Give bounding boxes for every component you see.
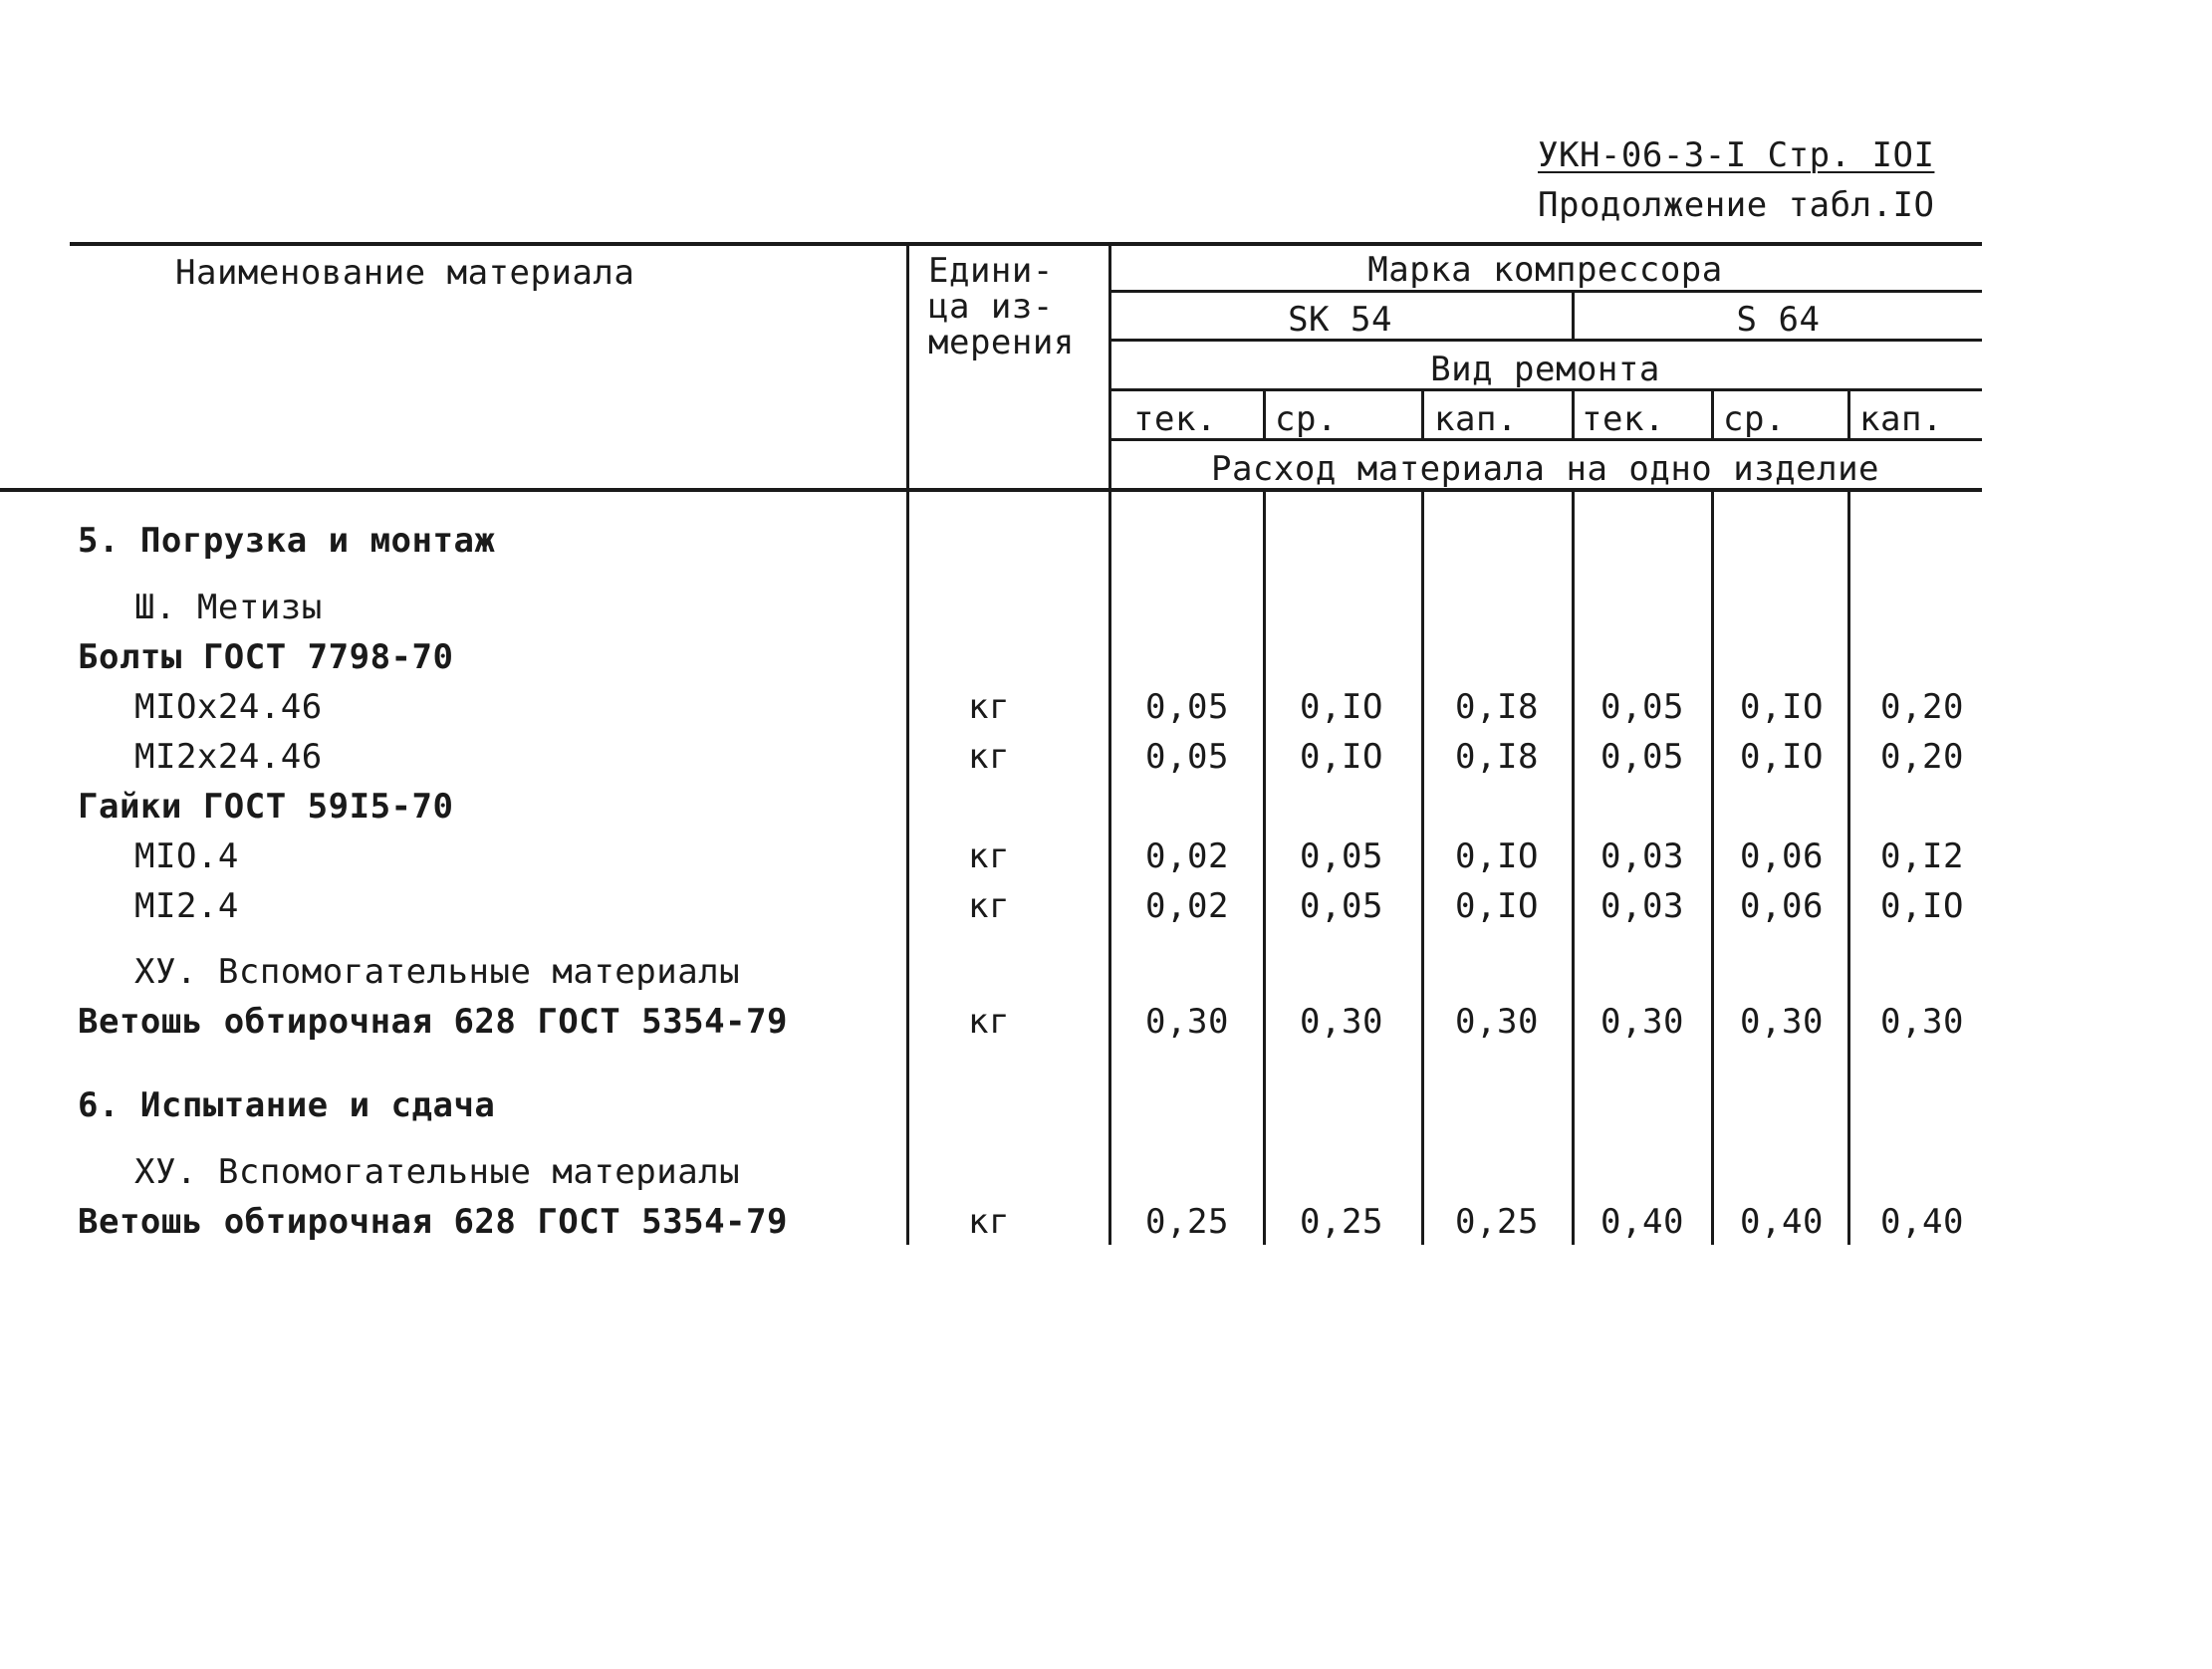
repair-type-sr-2: ср. bbox=[1723, 399, 1786, 439]
repair-type-rule bbox=[1108, 438, 1982, 441]
cell-value: 0,05 bbox=[1145, 687, 1229, 727]
col-divider-2-head bbox=[1421, 388, 1424, 438]
repair-type-kap-1: кап. bbox=[1434, 399, 1518, 439]
repair-type-sr-1: ср. bbox=[1275, 399, 1338, 439]
row-unit: кг bbox=[968, 1002, 1010, 1042]
document-reference: УКН-06-3-I Стр. IOI bbox=[1538, 135, 1935, 175]
group-hardware: Ш. Метизы bbox=[134, 588, 323, 627]
row-unit: кг bbox=[968, 836, 1010, 876]
cell-value: 0,25 bbox=[1145, 1202, 1229, 1242]
row-label: МIO.4 bbox=[134, 836, 239, 876]
cell-value: 0,05 bbox=[1300, 886, 1383, 926]
cell-value: 0,IO bbox=[1300, 687, 1383, 727]
group-auxiliary-materials: ХУ. Вспомогательные материалы bbox=[134, 952, 741, 992]
repair-type-kap-2: кап. bbox=[1859, 399, 1943, 439]
col-divider-5-head bbox=[1847, 388, 1850, 438]
cell-value: 0,40 bbox=[1600, 1202, 1684, 1242]
column-header-unit-line-1: Едини- bbox=[928, 251, 1054, 291]
cell-value: 0,40 bbox=[1880, 1202, 1964, 1242]
cell-value: 0,05 bbox=[1600, 687, 1684, 727]
cell-value: 0,05 bbox=[1300, 836, 1383, 876]
consumption-header: Расход материала на одно изделие bbox=[1210, 449, 1880, 489]
cell-value: 0,IO bbox=[1300, 737, 1383, 777]
cell-value: 0,I8 bbox=[1455, 737, 1539, 777]
row-unit: кг bbox=[968, 1202, 1010, 1242]
repair-type-tek-1: тек. bbox=[1133, 399, 1217, 439]
cell-value: 0,20 bbox=[1880, 687, 1964, 727]
table-top-rule bbox=[70, 242, 1982, 246]
cell-value: 0,30 bbox=[1300, 1002, 1383, 1042]
column-header-unit-line-3: мерения bbox=[928, 323, 1075, 362]
row-unit: кг bbox=[968, 886, 1010, 926]
section-loading-mounting: 5. Погрузка и монтаж bbox=[78, 521, 496, 561]
section-testing-delivery: 6. Испытание и сдача bbox=[78, 1085, 496, 1125]
column-header-name: Наименование материала bbox=[175, 253, 635, 293]
repair-type-tek-2: тек. bbox=[1582, 399, 1665, 439]
cell-value: 0,20 bbox=[1880, 737, 1964, 777]
unit-values-divider bbox=[1108, 242, 1111, 1245]
cell-value: 0,IO bbox=[1740, 687, 1824, 727]
cell-value: 0,25 bbox=[1455, 1202, 1539, 1242]
cell-value: 0,I2 bbox=[1880, 836, 1964, 876]
row-label: Ветошь обтирочная 628 ГОСТ 5354-79 bbox=[78, 1202, 788, 1242]
cell-value: 0,30 bbox=[1455, 1002, 1539, 1042]
cell-value: 0,30 bbox=[1740, 1002, 1824, 1042]
cell-value: 0,IO bbox=[1740, 737, 1824, 777]
col-divider-1 bbox=[1263, 488, 1266, 1245]
cell-value: 0,30 bbox=[1600, 1002, 1684, 1042]
brand-s64: S 64 bbox=[1736, 300, 1821, 340]
cell-value: 0,03 bbox=[1600, 886, 1684, 926]
subgroup-nuts: Гайки ГОСТ 59I5-70 bbox=[78, 787, 454, 827]
cell-value: 0,IO bbox=[1455, 886, 1539, 926]
cell-value: 0,IO bbox=[1880, 886, 1964, 926]
cell-value: 0,05 bbox=[1600, 737, 1684, 777]
subgroup-bolts: Болты ГОСТ 7798-70 bbox=[78, 637, 454, 677]
cell-value: 0,06 bbox=[1740, 886, 1824, 926]
col-divider-4-head bbox=[1711, 388, 1714, 438]
row-unit: кг bbox=[968, 687, 1010, 727]
cell-value: 0,IO bbox=[1455, 836, 1539, 876]
row-label: Ветошь обтирочная 628 ГОСТ 5354-79 bbox=[78, 1002, 788, 1042]
cell-value: 0,05 bbox=[1145, 737, 1229, 777]
brand-header: Марка компрессора bbox=[1367, 250, 1723, 290]
cell-value: 0,06 bbox=[1740, 836, 1824, 876]
row-label: МI2х24.46 bbox=[134, 737, 323, 777]
cell-value: 0,25 bbox=[1300, 1202, 1383, 1242]
cell-value: 0,30 bbox=[1145, 1002, 1229, 1042]
repair-type-header: Вид ремонта bbox=[1430, 350, 1660, 389]
row-label: МIOх24.46 bbox=[134, 687, 323, 727]
brand-sk54: SK 54 bbox=[1288, 300, 1392, 340]
cell-value: 0,03 bbox=[1600, 836, 1684, 876]
cell-value: 0,I8 bbox=[1455, 687, 1539, 727]
group-auxiliary-materials-2: ХУ. Вспомогательные материалы bbox=[134, 1152, 741, 1192]
name-unit-divider bbox=[906, 242, 909, 1245]
column-header-unit-line-2: ца из- bbox=[928, 287, 1054, 327]
table-continuation-label: Продолжение табл.IO bbox=[1538, 185, 1935, 225]
row-label: МI2.4 bbox=[134, 886, 239, 926]
brand-rule bbox=[1108, 290, 1982, 293]
col-divider-3-head bbox=[1572, 388, 1575, 438]
cell-value: 0,30 bbox=[1880, 1002, 1964, 1042]
cell-value: 0,02 bbox=[1145, 836, 1229, 876]
row-unit: кг bbox=[968, 737, 1010, 777]
col-divider-1-head bbox=[1263, 388, 1266, 438]
cell-value: 0,02 bbox=[1145, 886, 1229, 926]
cell-value: 0,40 bbox=[1740, 1202, 1824, 1242]
